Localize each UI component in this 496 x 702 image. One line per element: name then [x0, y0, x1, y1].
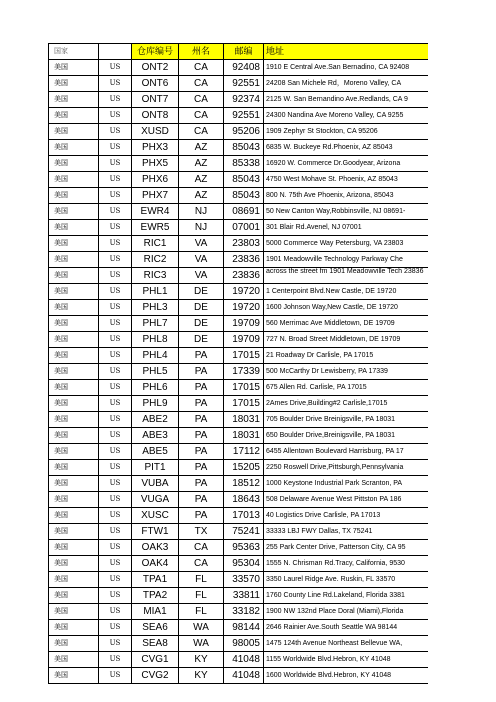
table-row — [48, 364, 428, 380]
table-row — [48, 284, 428, 300]
warehouse-code-cell: PIT1 — [131, 460, 178, 475]
table-row — [48, 492, 428, 508]
zip-cell: 33811 — [223, 588, 263, 603]
table-row — [48, 476, 428, 492]
warehouse-code-cell: PHL9 — [131, 396, 178, 411]
warehouse-code-cell: XUSC — [131, 508, 178, 523]
state-cell: CA — [178, 556, 223, 571]
country-code-cell: US — [98, 60, 131, 75]
state-cell: DE — [178, 316, 223, 331]
address-cell: across the street fm 1901 Meadowville Tech 23836 — [263, 268, 428, 283]
state-cell: FL — [178, 604, 223, 619]
zip-cell: 41048 — [223, 652, 263, 667]
zip-cell: 23803 — [223, 236, 263, 251]
country-cell: 美国 — [48, 92, 98, 107]
address-cell: 50 New Canton Way,Robbinsville, NJ 08691- — [263, 204, 428, 219]
header-country-code — [98, 44, 131, 59]
country-code-cell: US — [98, 364, 131, 379]
table-row — [48, 220, 428, 236]
zip-cell: 17015 — [223, 348, 263, 363]
address-cell: 1600 Johnson Way,New Castle, DE 19720 — [263, 300, 428, 315]
country-code-cell: US — [98, 348, 131, 363]
country-cell: 美国 — [48, 540, 98, 555]
country-cell: 美国 — [48, 572, 98, 587]
country-code-cell: US — [98, 316, 131, 331]
header-state: 州名 — [178, 44, 223, 59]
table-row — [48, 524, 428, 540]
zip-cell: 17013 — [223, 508, 263, 523]
state-cell: CA — [178, 108, 223, 123]
state-cell: VA — [178, 252, 223, 267]
country-code-cell: US — [98, 140, 131, 155]
country-code-cell: US — [98, 620, 131, 635]
state-cell: WA — [178, 620, 223, 635]
address-cell: 1900 NW 132nd Place Doral (Miami),Florida — [263, 604, 428, 619]
header-zip: 邮编 — [223, 44, 263, 59]
zip-cell: 33182 — [223, 604, 263, 619]
table-row — [48, 92, 428, 108]
state-cell: WA — [178, 636, 223, 651]
warehouse-code-cell: ABE5 — [131, 444, 178, 459]
state-cell: CA — [178, 60, 223, 75]
warehouse-code-cell: EWR5 — [131, 220, 178, 235]
country-cell: 美国 — [48, 588, 98, 603]
zip-cell: 85043 — [223, 172, 263, 187]
country-code-cell: US — [98, 508, 131, 523]
state-cell: PA — [178, 476, 223, 491]
country-cell: 美国 — [48, 316, 98, 331]
address-cell: 2646 Rainier Ave.South Seattle WA 98144 — [263, 620, 428, 635]
zip-cell: 92551 — [223, 76, 263, 91]
warehouse-code-cell: PHX7 — [131, 188, 178, 203]
address-cell: 24300 Nandina Ave Moreno Valley, CA 9255 — [263, 108, 428, 123]
country-cell: 美国 — [48, 172, 98, 187]
address-cell: 675 Allen Rd. Carlisle, PA 17015 — [263, 380, 428, 395]
address-cell: 33333 LBJ FWY Dallas, TX 75241 — [263, 524, 428, 539]
country-cell: 美国 — [48, 636, 98, 651]
zip-cell: 92374 — [223, 92, 263, 107]
zip-cell: 75241 — [223, 524, 263, 539]
state-cell: PA — [178, 492, 223, 507]
state-cell: PA — [178, 412, 223, 427]
country-cell: 美国 — [48, 556, 98, 571]
zip-cell: 15205 — [223, 460, 263, 475]
country-cell: 美国 — [48, 380, 98, 395]
address-cell: 255 Park Center Drive, Patterson City, CA 95 — [263, 540, 428, 555]
zip-cell: 85338 — [223, 156, 263, 171]
zip-cell: 19709 — [223, 332, 263, 347]
country-cell: 美国 — [48, 620, 98, 635]
table-row — [48, 444, 428, 460]
warehouse-code-cell: ONT2 — [131, 60, 178, 75]
table-row — [48, 620, 428, 636]
country-code-cell: US — [98, 220, 131, 235]
state-cell: AZ — [178, 140, 223, 155]
table-body — [48, 60, 428, 684]
country-cell: 美国 — [48, 220, 98, 235]
address-cell: 1 Centerpoint Blvd.New Castle, DE 19720 — [263, 284, 428, 299]
zip-cell: 85043 — [223, 188, 263, 203]
country-cell: 美国 — [48, 460, 98, 475]
address-cell: 6455 Allentown Boulevard Harrisburg, PA 17 — [263, 444, 428, 459]
country-code-cell: US — [98, 300, 131, 315]
warehouse-code-cell: PHX6 — [131, 172, 178, 187]
country-cell: 美国 — [48, 492, 98, 507]
country-code-cell: US — [98, 172, 131, 187]
country-code-cell: US — [98, 492, 131, 507]
country-cell: 美国 — [48, 604, 98, 619]
country-code-cell: US — [98, 428, 131, 443]
country-cell: 美国 — [48, 300, 98, 315]
warehouse-code-cell: VUGA — [131, 492, 178, 507]
state-cell: FL — [178, 572, 223, 587]
state-cell: CA — [178, 92, 223, 107]
address-cell: 2Ames Drive,Building#2 Carlisle,17015 — [263, 396, 428, 411]
warehouse-code-cell: CVG2 — [131, 668, 178, 683]
address-cell: 560 Merrimac Ave Middletown, DE 19709 — [263, 316, 428, 331]
zip-cell: 18031 — [223, 412, 263, 427]
state-cell: PA — [178, 348, 223, 363]
table-row — [48, 380, 428, 396]
table-row — [48, 76, 428, 92]
country-cell: 美国 — [48, 348, 98, 363]
country-code-cell: US — [98, 252, 131, 267]
country-code-cell: US — [98, 540, 131, 555]
address-cell: 4750 West Mohave St. Phoenix, AZ 85043 — [263, 172, 428, 187]
address-cell: 40 Logistics Drive Carlisle, PA 17013 — [263, 508, 428, 523]
warehouse-code-cell: PHL6 — [131, 380, 178, 395]
warehouse-code-cell: PHL8 — [131, 332, 178, 347]
warehouse-code-cell: MIA1 — [131, 604, 178, 619]
header-row — [48, 43, 428, 60]
table-row — [48, 636, 428, 652]
zip-cell: 19709 — [223, 316, 263, 331]
country-cell: 美国 — [48, 444, 98, 459]
state-cell: AZ — [178, 156, 223, 171]
zip-cell: 41048 — [223, 668, 263, 683]
zip-cell: 95363 — [223, 540, 263, 555]
warehouse-code-cell: SEA6 — [131, 620, 178, 635]
zip-cell: 08691 — [223, 204, 263, 219]
address-cell: 508 Delaware Avenue West Pittston PA 186 — [263, 492, 428, 507]
table-row — [48, 252, 428, 268]
table-row — [48, 348, 428, 364]
country-code-cell: US — [98, 236, 131, 251]
country-code-cell: US — [98, 380, 131, 395]
warehouse-code-cell: ONT8 — [131, 108, 178, 123]
warehouse-code-cell: PHL4 — [131, 348, 178, 363]
country-code-cell: US — [98, 268, 131, 283]
country-code-cell: US — [98, 652, 131, 667]
warehouse-code-cell: RIC3 — [131, 268, 178, 283]
country-code-cell: US — [98, 284, 131, 299]
warehouse-code-cell: PHX5 — [131, 156, 178, 171]
address-cell: 1600 Worldwide Blvd.Hebron, KY 41048 — [263, 668, 428, 683]
country-cell: 美国 — [48, 412, 98, 427]
warehouse-code-cell: OAK3 — [131, 540, 178, 555]
table-row — [48, 652, 428, 668]
country-code-cell: US — [98, 668, 131, 683]
table-row — [48, 236, 428, 252]
country-code-cell: US — [98, 636, 131, 651]
address-cell: 21 Roadway Dr Carlisle, PA 17015 — [263, 348, 428, 363]
country-cell: 美国 — [48, 476, 98, 491]
country-code-cell: US — [98, 412, 131, 427]
country-cell: 美国 — [48, 140, 98, 155]
warehouse-code-cell: VUBA — [131, 476, 178, 491]
table-row — [48, 188, 428, 204]
state-cell: DE — [178, 300, 223, 315]
country-code-cell: US — [98, 604, 131, 619]
address-cell: 1760 County Line Rd.Lakeland, Florida 3381 — [263, 588, 428, 603]
warehouse-code-cell: RIC1 — [131, 236, 178, 251]
state-cell: PA — [178, 508, 223, 523]
zip-cell: 23836 — [223, 252, 263, 267]
warehouse-code-cell: CVG1 — [131, 652, 178, 667]
warehouse-table — [48, 43, 428, 684]
warehouse-code-cell: ONT6 — [131, 76, 178, 91]
country-cell: 美国 — [48, 268, 98, 283]
state-cell: AZ — [178, 188, 223, 203]
country-cell: 美国 — [48, 524, 98, 539]
warehouse-code-cell: PHL7 — [131, 316, 178, 331]
zip-cell: 92551 — [223, 108, 263, 123]
country-cell: 美国 — [48, 108, 98, 123]
warehouse-code-cell: XUSD — [131, 124, 178, 139]
table-row — [48, 572, 428, 588]
table-row — [48, 332, 428, 348]
warehouse-code-cell: OAK4 — [131, 556, 178, 571]
state-cell: TX — [178, 524, 223, 539]
zip-cell: 07001 — [223, 220, 263, 235]
state-cell: PA — [178, 396, 223, 411]
country-code-cell: US — [98, 524, 131, 539]
country-cell: 美国 — [48, 364, 98, 379]
warehouse-code-cell: PHL5 — [131, 364, 178, 379]
warehouse-code-cell: ABE3 — [131, 428, 178, 443]
state-cell: PA — [178, 364, 223, 379]
country-cell: 美国 — [48, 332, 98, 347]
zip-cell: 19720 — [223, 300, 263, 315]
country-code-cell: US — [98, 108, 131, 123]
warehouse-code-cell: TPA2 — [131, 588, 178, 603]
country-cell: 美国 — [48, 76, 98, 91]
table-row — [48, 556, 428, 572]
country-code-cell: US — [98, 572, 131, 587]
address-cell: 800 N. 75th Ave Phoenix, Arizona, 85043 — [263, 188, 428, 203]
table-row — [48, 124, 428, 140]
state-cell: PA — [178, 444, 223, 459]
state-cell: VA — [178, 236, 223, 251]
address-cell: 500 McCarthy Dr Lewisberry, PA 17339 — [263, 364, 428, 379]
country-code-cell: US — [98, 156, 131, 171]
address-cell: 1155 Worldwide Blvd.Hebron, KY 41048 — [263, 652, 428, 667]
address-cell: 301 Blair Rd.Avenel, NJ 07001 — [263, 220, 428, 235]
address-cell: 16920 W. Commerce Dr.Goodyear, Arizona — [263, 156, 428, 171]
warehouse-code-cell: ONT7 — [131, 92, 178, 107]
state-cell: FL — [178, 588, 223, 603]
zip-cell: 18031 — [223, 428, 263, 443]
country-cell: 美国 — [48, 428, 98, 443]
address-cell: 1000 Keystone Industrial Park Scranton, PA — [263, 476, 428, 491]
state-cell: NJ — [178, 204, 223, 219]
header-warehouse-code: 仓库编号 — [131, 44, 178, 59]
country-code-cell: US — [98, 460, 131, 475]
address-cell: 1475 124th Avenue Northeast Bellevue WA, — [263, 636, 428, 651]
table-row — [48, 588, 428, 604]
state-cell: AZ — [178, 172, 223, 187]
country-cell: 美国 — [48, 124, 98, 139]
table-row — [48, 268, 428, 284]
zip-cell: 19720 — [223, 284, 263, 299]
table-row — [48, 540, 428, 556]
country-code-cell: US — [98, 332, 131, 347]
country-code-cell: US — [98, 204, 131, 219]
header-address: 地址 — [263, 44, 428, 59]
address-cell: 1901 Meadowville Technology Parkway Che — [263, 252, 428, 267]
zip-cell: 17015 — [223, 380, 263, 395]
state-cell: PA — [178, 428, 223, 443]
zip-cell: 95206 — [223, 124, 263, 139]
country-code-cell: US — [98, 556, 131, 571]
state-cell: KY — [178, 668, 223, 683]
address-cell: 2250 Roswell Drive,Pittsburgh,Pennsylvania — [263, 460, 428, 475]
country-cell: 美国 — [48, 60, 98, 75]
country-cell: 美国 — [48, 236, 98, 251]
table-row — [48, 316, 428, 332]
country-cell: 美国 — [48, 284, 98, 299]
zip-cell: 92408 — [223, 60, 263, 75]
table-row — [48, 140, 428, 156]
state-cell: CA — [178, 124, 223, 139]
header-country: 国家 — [48, 44, 98, 59]
table-row — [48, 396, 428, 412]
warehouse-code-cell: FTW1 — [131, 524, 178, 539]
table-row — [48, 300, 428, 316]
country-cell: 美国 — [48, 396, 98, 411]
country-code-cell: US — [98, 588, 131, 603]
warehouse-code-cell: PHL3 — [131, 300, 178, 315]
address-cell: 705 Boulder Drive Breinigsville, PA 18031 — [263, 412, 428, 427]
zip-cell: 33570 — [223, 572, 263, 587]
address-cell: 5000 Commerce Way Petersburg, VA 23803 — [263, 236, 428, 251]
state-cell: CA — [178, 540, 223, 555]
state-cell: DE — [178, 284, 223, 299]
state-cell: VA — [178, 268, 223, 283]
address-cell: 2125 W. San Bernandino Ave.Redlands, CA 9 — [263, 92, 428, 107]
address-cell: 727 N. Broad Street Middletown, DE 19709 — [263, 332, 428, 347]
address-cell: 1910 E Central Ave.San Bernadino, CA 92408 — [263, 60, 428, 75]
country-cell: 美国 — [48, 252, 98, 267]
zip-cell: 98005 — [223, 636, 263, 651]
state-cell: DE — [178, 332, 223, 347]
state-cell: PA — [178, 460, 223, 475]
country-cell: 美国 — [48, 156, 98, 171]
table-row — [48, 508, 428, 524]
country-cell: 美国 — [48, 668, 98, 683]
warehouse-code-cell: ABE2 — [131, 412, 178, 427]
table-row — [48, 156, 428, 172]
country-code-cell: US — [98, 444, 131, 459]
table-row — [48, 172, 428, 188]
zip-cell: 98144 — [223, 620, 263, 635]
table-row — [48, 428, 428, 444]
warehouse-code-cell: PHX3 — [131, 140, 178, 155]
country-cell: 美国 — [48, 652, 98, 667]
zip-cell: 17339 — [223, 364, 263, 379]
address-cell: 6835 W. Buckeye Rd.Phoenix, AZ 85043 — [263, 140, 428, 155]
country-code-cell: US — [98, 396, 131, 411]
warehouse-code-cell: PHL1 — [131, 284, 178, 299]
country-code-cell: US — [98, 76, 131, 91]
zip-cell: 95304 — [223, 556, 263, 571]
warehouse-code-cell: RIC2 — [131, 252, 178, 267]
warehouse-code-cell: TPA1 — [131, 572, 178, 587]
state-cell: NJ — [178, 220, 223, 235]
country-code-cell: US — [98, 92, 131, 107]
table-row — [48, 60, 428, 76]
table-row — [48, 412, 428, 428]
table-row — [48, 460, 428, 476]
zip-cell: 18512 — [223, 476, 263, 491]
country-cell: 美国 — [48, 204, 98, 219]
table-row — [48, 668, 428, 684]
state-cell: KY — [178, 652, 223, 667]
state-cell: CA — [178, 76, 223, 91]
address-cell: 3350 Laurel Ridge Ave. Ruskin, FL 33570 — [263, 572, 428, 587]
zip-cell: 18643 — [223, 492, 263, 507]
country-code-cell: US — [98, 188, 131, 203]
address-cell: 650 Boulder Drive,Breinigsville, PA 18031 — [263, 428, 428, 443]
country-cell: 美国 — [48, 508, 98, 523]
table-row — [48, 604, 428, 620]
table-row — [48, 108, 428, 124]
zip-cell: 23836 — [223, 268, 263, 283]
address-cell: 1555 N. Chrisman Rd.Tracy, California, 9530 — [263, 556, 428, 571]
table-row — [48, 204, 428, 220]
zip-cell: 85043 — [223, 140, 263, 155]
address-cell: 24208 San Michele Rd，Moreno Valley, CA — [263, 76, 428, 91]
address-cell: 1909 Zephyr St Stockton, CA 95206 — [263, 124, 428, 139]
zip-cell: 17112 — [223, 444, 263, 459]
country-code-cell: US — [98, 476, 131, 491]
warehouse-code-cell: EWR4 — [131, 204, 178, 219]
country-code-cell: US — [98, 124, 131, 139]
state-cell: PA — [178, 380, 223, 395]
warehouse-code-cell: SEA8 — [131, 636, 178, 651]
country-cell: 美国 — [48, 188, 98, 203]
zip-cell: 17015 — [223, 396, 263, 411]
